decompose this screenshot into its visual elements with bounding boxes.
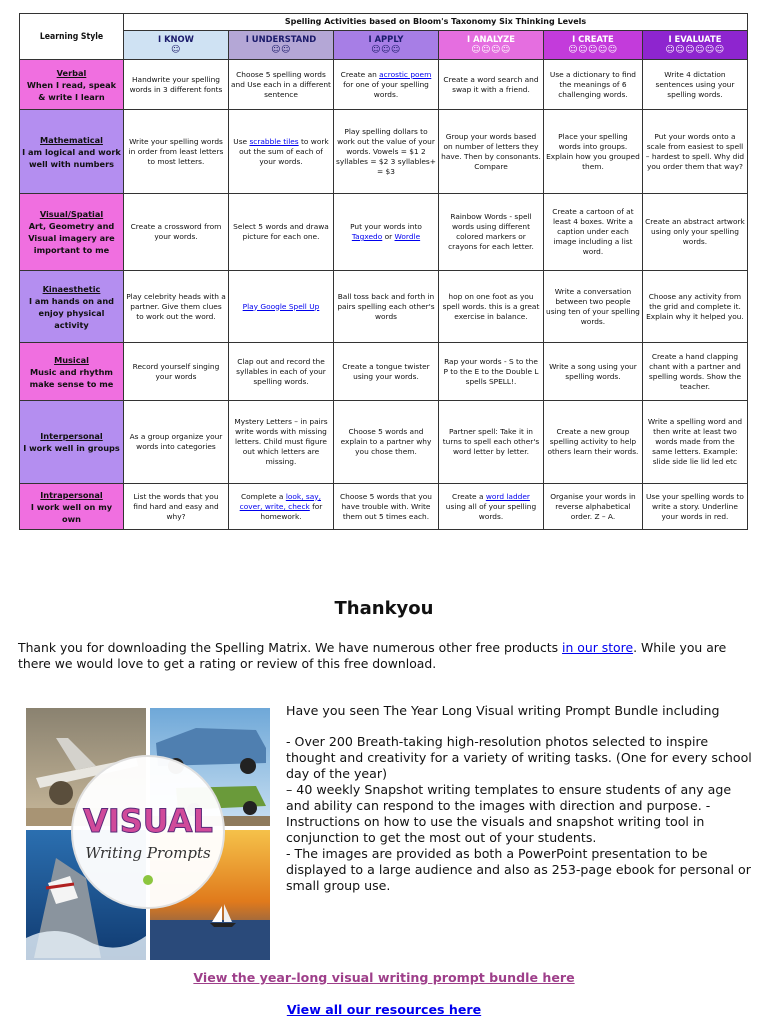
activity-text: Use bbox=[233, 136, 250, 146]
activity-cell: Play celebrity heads with a partner. Give them clues to work out the word. bbox=[123, 271, 228, 343]
level-label: I KNOW bbox=[158, 34, 194, 44]
activity-cell bbox=[333, 60, 438, 110]
activity-cell: Create a cartoon of at least 4 boxes. Write a caption under each image including a list word. bbox=[543, 194, 642, 271]
collage-subtitle-text: Writing Prompts bbox=[85, 844, 211, 862]
activity-cell: Put your words onto a scale from easiest to spell – hardest to spell. Why did you order them that way? bbox=[642, 110, 747, 194]
bundle-link[interactable]: View the year-long visual writing prompt bundle here bbox=[193, 970, 575, 985]
level-label: I EVALUATE bbox=[668, 34, 722, 44]
activity-text: Complete a bbox=[240, 491, 286, 501]
collage-title-text: VISUAL bbox=[83, 802, 213, 840]
matrix-title: Spelling Activities based on Bloom's Taxonomy Six Thinking Levels bbox=[123, 14, 747, 31]
activity-cell: Record yourself singing your words bbox=[123, 343, 228, 401]
activity-cell: List the words that you find hard and easy and why? bbox=[123, 484, 228, 530]
learning-style-name: Verbal bbox=[56, 67, 87, 78]
learning-style-description: When I read, speak & write I learn bbox=[26, 79, 117, 102]
activity-text: Create an bbox=[340, 69, 380, 79]
level-label: I UNDERSTAND bbox=[245, 34, 317, 44]
activity-link[interactable]: Wordle bbox=[394, 232, 421, 241]
smiley-icons: ☺☺☺☺☺ bbox=[568, 45, 618, 55]
matrix-row bbox=[20, 401, 748, 484]
activity-cell: Rainbow Words - spell words using different colored markers or crayons for each letter. bbox=[438, 194, 543, 271]
spelling-matrix-table bbox=[19, 13, 748, 530]
learning-style-description: I am hands on and enjoy physical activity bbox=[28, 295, 115, 330]
promo-heading: Have you seen The Year Long Visual writing Prompt Bundle including bbox=[286, 703, 720, 718]
activity-cell: Rap your words - S to the P to the E to the Double L spells SPELL!. bbox=[438, 343, 543, 401]
activity-cell: Create a crossword from your words. bbox=[123, 194, 228, 271]
activity-cell: Choose any activity from the grid and complete it. Explain why it helped you. bbox=[642, 271, 747, 343]
activity-text: for homework. bbox=[260, 501, 323, 521]
activity-cell: Write a conversation between two people using ten of your spelling words. bbox=[543, 271, 642, 343]
learning-style-description: I work well in groups bbox=[23, 443, 120, 453]
activity-link[interactable]: scrabble tiles bbox=[249, 136, 299, 146]
visual-writing-prompts-collage bbox=[26, 708, 270, 960]
learning-style-cell bbox=[20, 343, 124, 401]
activity-cell: Create a hand clapping chant with a partner and spelling words. Show the teacher. bbox=[642, 343, 747, 401]
level-label: I ANALYZE bbox=[467, 34, 515, 44]
activity-cell: Organise your words in reverse alphabetical order. Z – A. bbox=[543, 484, 642, 530]
activity-cell: Use a dictionary to find the meanings of 6 challenging words. bbox=[543, 60, 642, 110]
level-header-5 bbox=[543, 31, 642, 60]
learning-style-description: Art, Geometry and Visual imagery are important to me bbox=[28, 221, 115, 255]
activity-text: Put your words into bbox=[350, 222, 422, 231]
learning-style-description: Music and rhythm make sense to me bbox=[29, 366, 114, 389]
learning-style-name: Interpersonal bbox=[40, 431, 103, 441]
learning-style-cell bbox=[20, 484, 124, 530]
activity-cell: Create a tongue twister using your words. bbox=[333, 343, 438, 401]
activity-cell: Create a word search and swap it with a friend. bbox=[438, 60, 543, 110]
activity-cell: hop on one foot as you spell words. this is a great exercise in balance. bbox=[438, 271, 543, 343]
matrix-row bbox=[20, 110, 748, 194]
thankyou-heading: Thankyou bbox=[334, 598, 434, 619]
activity-cell: Write your spelling words in order from least letters to most letters. bbox=[123, 110, 228, 194]
activity-cell: Write a song using your spelling words. bbox=[543, 343, 642, 401]
learning-style-name: Kinaesthetic bbox=[42, 283, 101, 294]
activity-cell: Group your words based on number of letters they have. Then by consonants. Compare bbox=[438, 110, 543, 194]
activity-cell: Choose 5 words and explain to a partner why you chose them. bbox=[333, 401, 438, 484]
smiley-icons: ☺ bbox=[171, 45, 181, 55]
activity-cell: Ball toss back and forth in pairs spelling each other's words bbox=[333, 271, 438, 343]
activity-cell bbox=[228, 484, 333, 530]
activity-cell: Select 5 words and drawa picture for each one. bbox=[228, 194, 333, 271]
learning-style-header: Learning Style bbox=[20, 14, 124, 60]
activity-cell bbox=[228, 110, 333, 194]
activity-cell: Write 4 dictation sentences using your spelling words. bbox=[642, 60, 747, 110]
activity-cell: Mystery Letters – in pairs write words with missing letters. Child must figure out which letters are missing. bbox=[228, 401, 333, 484]
learning-style-name: Visual/Spatial bbox=[39, 209, 104, 219]
matrix-row bbox=[20, 484, 748, 530]
activity-cell: Create an abstract artwork using only your spelling words. bbox=[642, 194, 747, 271]
intro-text-before: Thank you for downloading the Spelling Matrix. We have numerous other free products bbox=[18, 640, 563, 655]
activity-text: or bbox=[382, 232, 395, 241]
activity-link[interactable]: word ladder bbox=[485, 491, 530, 501]
activity-link[interactable]: Play Google Spell Up bbox=[242, 301, 320, 311]
level-header-1 bbox=[123, 31, 228, 60]
learning-style-name: Intrapersonal bbox=[40, 489, 103, 500]
activity-cell: As a group organize your words into categories bbox=[123, 401, 228, 484]
smiley-icons: ☺☺☺☺ bbox=[471, 45, 511, 55]
matrix-row bbox=[20, 60, 748, 110]
bundle-promo bbox=[286, 703, 754, 894]
smiley-icons: ☺☺☺☺☺☺ bbox=[665, 45, 725, 55]
levels-header-row bbox=[20, 31, 748, 60]
smiley-icons: ☺☺☺ bbox=[371, 45, 401, 55]
activity-cell bbox=[333, 194, 438, 271]
smiley-icons: ☺☺ bbox=[271, 45, 291, 55]
thankyou-intro bbox=[18, 640, 748, 672]
matrix-row bbox=[20, 271, 748, 343]
store-link[interactable]: in our store bbox=[562, 640, 634, 655]
activity-text: for one of your spelling words. bbox=[343, 79, 429, 99]
resources-link[interactable]: View all our resources here bbox=[286, 1002, 482, 1017]
matrix-row bbox=[20, 343, 748, 401]
level-header-2 bbox=[228, 31, 333, 60]
activity-text: Create a bbox=[452, 491, 486, 501]
learning-style-cell bbox=[20, 194, 124, 271]
promo-bullet-templates: – 40 weekly Snapshot writing templates to ensure students of any age and ability can respond to the images with direction and purpose. - Instructions on how to use the visuals and snapshot writing tool in conjunction to get the most out of your students. bbox=[286, 782, 732, 845]
activity-text: using all of your spelling words. bbox=[445, 501, 537, 521]
activity-cell bbox=[438, 484, 543, 530]
level-header-6 bbox=[642, 31, 747, 60]
learning-style-description: I work well on my own bbox=[30, 501, 113, 524]
matrix-row bbox=[20, 194, 748, 271]
level-label: I APPLY bbox=[368, 34, 404, 44]
activity-cell: Use your spelling words to write a story. Underline your words in red. bbox=[642, 484, 747, 530]
learning-style-cell bbox=[20, 60, 124, 110]
learning-style-name: Musical bbox=[54, 354, 89, 365]
activity-link[interactable]: Tagxedo bbox=[351, 232, 383, 241]
learning-style-cell bbox=[20, 401, 124, 484]
promo-bullet-formats: - The images are provided as both a PowerPoint presentation to be displayed to a large audience and also as 253-page ebook for personal or small group use. bbox=[286, 846, 751, 893]
activity-cell: Partner spell: Take it in turns to spell each other's word letter by letter. bbox=[438, 401, 543, 484]
level-header-4 bbox=[438, 31, 543, 60]
activity-cell: Choose 5 spelling words and Use each in a different sentence bbox=[228, 60, 333, 110]
activity-cell bbox=[228, 271, 333, 343]
activity-text: to work out the sum of each of your words. bbox=[239, 136, 329, 166]
level-label: I CREATE bbox=[572, 34, 614, 44]
learning-style-cell bbox=[20, 271, 124, 343]
learning-style-cell bbox=[20, 110, 124, 194]
activity-cell: Clap out and record the syllables in each of your spelling words. bbox=[228, 343, 333, 401]
activity-cell: Handwrite your spelling words in 3 different fonts bbox=[123, 60, 228, 110]
activity-cell: Play spelling dollars to work out the value of your words. Vowels = $1 2 syllables = $2 3 syllables+ = $3 bbox=[333, 110, 438, 194]
learning-style-name: Mathematical bbox=[40, 134, 103, 145]
level-header-3 bbox=[333, 31, 438, 60]
promo-bullet-photos: - Over 200 Breath-taking high-resolution photos selected to inspire thought and creativity for a variety of writing tasks. (One for every school day of the year) bbox=[286, 734, 752, 781]
activity-link[interactable]: look, say, cover, write, check bbox=[239, 491, 321, 511]
learning-style-description: I am logical and work well with numbers bbox=[22, 146, 121, 169]
promo-bullets bbox=[286, 734, 754, 894]
activity-cell: Create a new group spelling activity to help others learn their words. bbox=[543, 401, 642, 484]
activity-cell: Place your spelling words into groups. Explain how you grouped them. bbox=[543, 110, 642, 194]
activity-link[interactable]: acrostic poem bbox=[379, 69, 432, 79]
activity-cell: Choose 5 words that you have trouble with. Write them out 5 times each. bbox=[333, 484, 438, 530]
activity-cell: Write a spelling word and then write at least two words made from the same letters. Example: slide side lie lid led etc bbox=[642, 401, 747, 484]
intro-text-after: . While you are there we would love to get a rating or review of this free download. bbox=[18, 640, 727, 671]
